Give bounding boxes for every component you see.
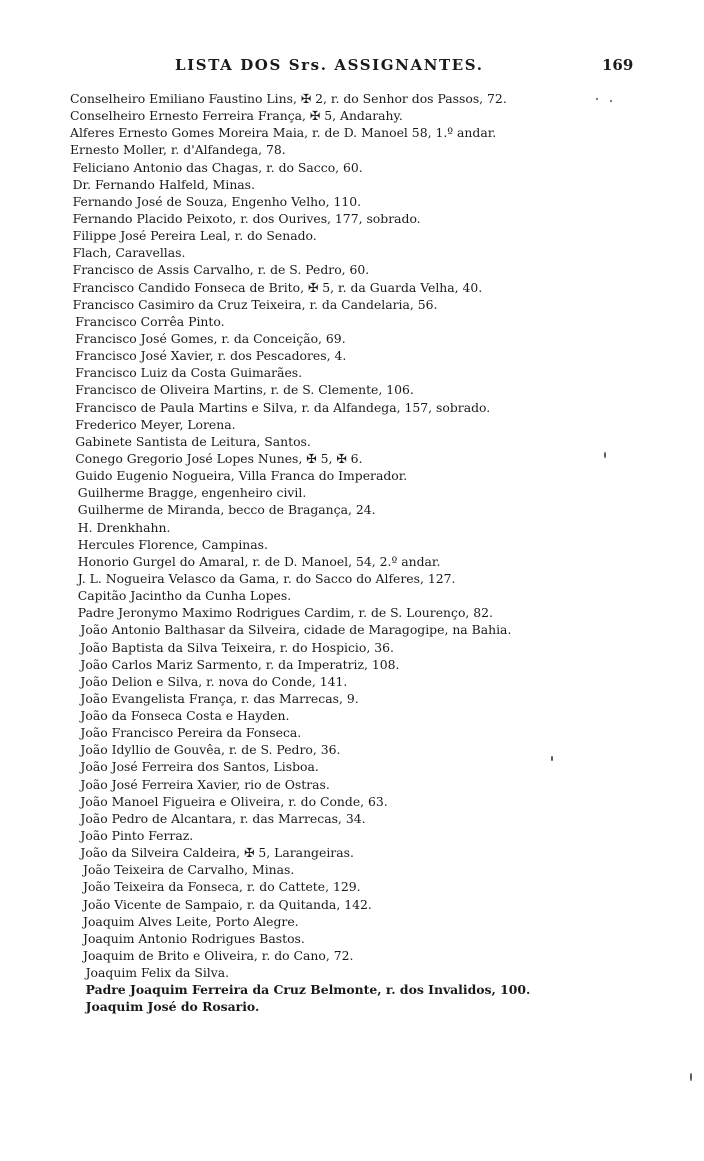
list-item: Dr. Fernando Halfeld, Minas. xyxy=(72,176,255,192)
list-item: Joaquim Felix da Silva. xyxy=(85,965,230,981)
list-item: Conselheiro Emiliano Faustino Lins, ✠ 2, r. do Senhor dos Passos, 72. xyxy=(70,91,507,106)
list-item: Joaquim José do Rosario. xyxy=(85,999,260,1015)
list-item: Francisco Corrêa Pinto. xyxy=(75,313,225,329)
list-item: Conselheiro Ernesto Ferreira França, ✠ 5, Andarahy. xyxy=(70,108,403,124)
list-item: Francisco Casimiro da Cruz Teixeira, r. da Candelaria, 56. xyxy=(72,296,438,312)
list-item: Francisco José Gomes, r. da Conceição, 69. xyxy=(75,330,346,346)
list-item: Guilherme Bragge, engenheiro civil. xyxy=(77,485,307,501)
list-item: Fernando José de Souza, Engenho Velho, 110. xyxy=(72,193,362,209)
list-item: Ernesto Moller, r. d'Alfandega, 78. xyxy=(70,142,286,158)
list-item: Guilherme de Miranda, becco de Bragança, 24. xyxy=(77,502,376,518)
list-item: João Delion e Silva, r. nova do Conde, 141. xyxy=(80,673,348,689)
list-item: Francisco de Oliveira Martins, r. de S. Clemente, 106. xyxy=(75,382,414,398)
list-item: João Manoel Figueira e Oliveira, r. do Conde, 63. xyxy=(80,793,388,809)
list-item: Francisco de Paula Martins e Silva, r. da Alfandega, 157, sobrado. xyxy=(75,399,491,415)
ink-speck xyxy=(610,100,612,102)
list-item: João Antonio Balthasar da Silveira, cidade de Maragogipe, na Bahia. xyxy=(80,622,512,638)
list-item: Filippe José Pereira Leal, r. do Senado. xyxy=(72,228,317,244)
list-item: João José Ferreira Xavier, rio de Ostras. xyxy=(80,776,330,792)
list-item: Capitão Jacintho da Cunha Lopes. xyxy=(77,588,292,604)
list-item: Conego Gregorio José Lopes Nunes, ✠ 5, ✠ 6. xyxy=(75,450,363,466)
list-item: Hercules Florence, Campinas. xyxy=(77,536,268,552)
list-item: Francisco Luiz da Costa Guimarães. xyxy=(75,365,303,381)
ink-speck xyxy=(596,98,598,100)
list-item: Padre Jeronymo Maximo Rodrigues Cardim, r. de S. Lourenço, 82. xyxy=(77,605,493,621)
list-item: Guido Eugenio Nogueira, Villa Franca do Imperador. xyxy=(75,468,408,484)
list-item: João Teixeira de Carvalho, Minas. xyxy=(83,862,295,878)
page-title: LISTA DOS Srs. ASSIGNANTES. xyxy=(175,56,484,74)
list-item: Alferes Ernesto Gomes Moreira Maia, r. de D. Manoel 58, 1.º andar. xyxy=(70,125,497,141)
ink-speck xyxy=(690,1073,692,1081)
list-item: Gabinete Santista de Leitura, Santos. xyxy=(75,433,311,449)
list-item: João Pedro de Alcantara, r. das Marrecas, 34. xyxy=(80,810,366,826)
list-item: João Francisco Pereira da Fonseca. xyxy=(80,725,302,741)
list-item: Frederico Meyer, Lorena. xyxy=(75,416,236,432)
list-item: João Carlos Mariz Sarmento, r. da Imperatriz, 108. xyxy=(80,656,400,672)
list-item: João da Silveira Caldeira, ✠ 5, Larangeiras. xyxy=(80,845,354,861)
list-item: Joaquim Antonio Rodrigues Bastos. xyxy=(83,930,305,946)
list-item: Fernando Placido Peixoto, r. dos Ourives, 177, sobrado. xyxy=(72,210,421,226)
subscriber-list xyxy=(70,90,670,1016)
list-item: João Vicente de Sampaio, r. da Quitanda, 142. xyxy=(83,896,372,912)
list-item: Feliciano Antonio das Chagas, r. do Sacco, 60. xyxy=(72,159,363,175)
list-item: João Baptista da Silva Teixeira, r. do Hospicio, 36. xyxy=(80,639,394,655)
list-item: João José Ferreira dos Santos, Lisboa. xyxy=(80,759,319,775)
ink-speck xyxy=(604,452,606,458)
list-item: Joaquim Alves Leite, Porto Alegre. xyxy=(83,913,299,929)
list-item: J. L. Nogueira Velasco da Gama, r. do Sacco do Alferes, 127. xyxy=(77,570,456,586)
list-item: Honorio Gurgel do Amaral, r. de D. Manoel, 54, 2.º andar. xyxy=(77,553,441,569)
list-item: João da Fonseca Costa e Hayden. xyxy=(80,708,290,724)
list-item: João Evangelista França, r. das Marrecas, 9. xyxy=(80,690,359,706)
list-item: João Teixeira da Fonseca, r. do Cattete, 129. xyxy=(83,879,361,895)
list-item: Padre Joaquim Ferreira da Cruz Belmonte, r. dos Invalidos, 100. xyxy=(85,982,531,998)
list-item: João Idyllio de Gouvêa, r. de S. Pedro, 36. xyxy=(80,742,341,758)
list-item: H. Drenkhahn. xyxy=(77,519,171,535)
list-item: Flach, Caravellas. xyxy=(72,245,186,261)
page-header xyxy=(0,56,704,86)
list-item: Francisco José Xavier, r. dos Pescadores, 4. xyxy=(75,348,347,364)
page-number: 169 xyxy=(602,56,634,74)
list-item: Joaquim de Brito e Oliveira, r. do Cano, 72. xyxy=(83,948,354,964)
list-item: Francisco Candido Fonseca de Brito, ✠ 5, r. da Guarda Velha, 40. xyxy=(72,279,483,295)
list-item: João Pinto Ferraz. xyxy=(80,828,194,844)
list-item: Francisco de Assis Carvalho, r. de S. Pedro, 60. xyxy=(72,262,370,278)
ink-speck xyxy=(551,756,553,761)
